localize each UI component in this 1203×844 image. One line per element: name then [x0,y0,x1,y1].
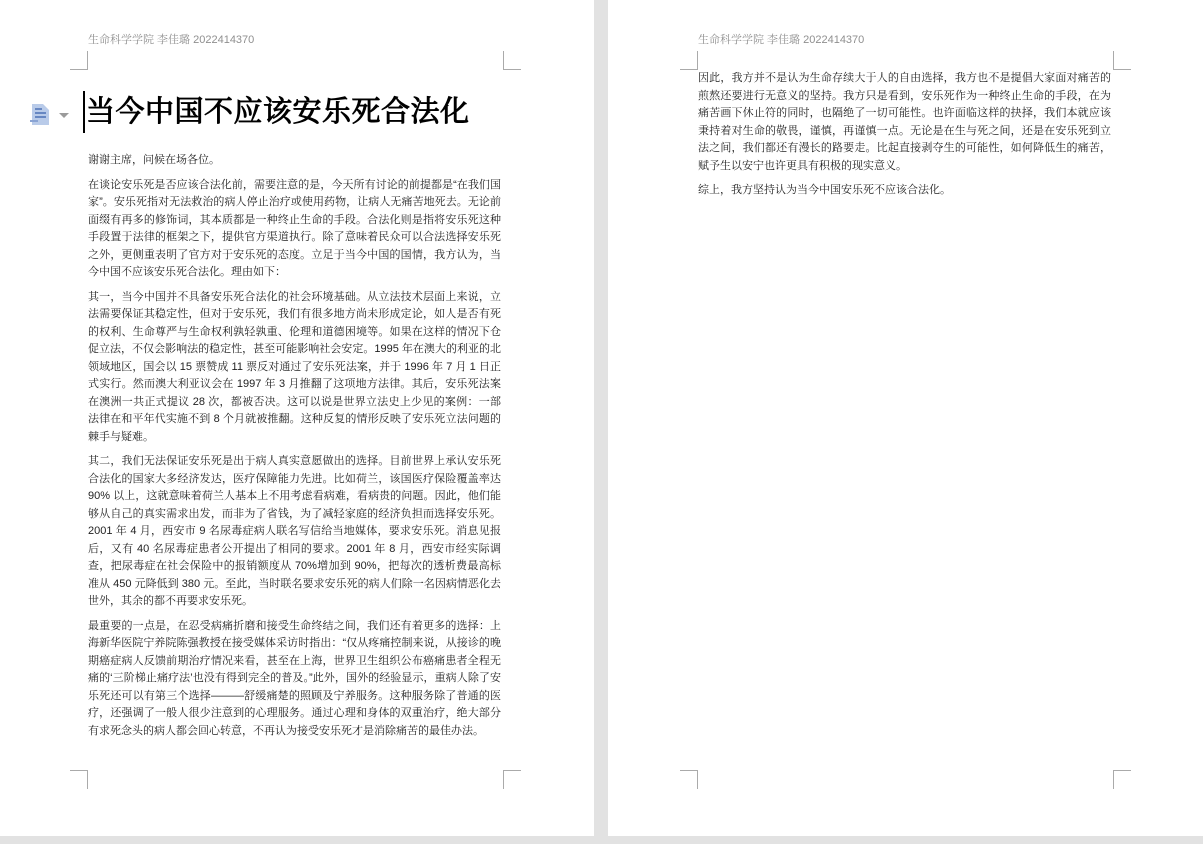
margin-mark-top-right [1113,51,1131,70]
paragraph[interactable]: 其二，我们无法保证安乐死是出于病人真实意愿做出的选择。目前世界上承认安乐死合法化的国家大多经济发达，医疗保障能力先进。比如荷兰，该国医疗保险覆盖率达 90% 以上，这就意味着荷兰人基本上不用考虑看病难，看病贵的问题。因此，他们能够从自己的真实需求出发，而非为了省钱，为了减轻家庭的经济负担而选择安乐死。2001 年 4 月，西安市 9 名尿毒症病人联名写信给当地媒体，要求安乐死。消息见报后，又有 40 名尿毒症患者公开提出了相同的要求。2001 年 8 月，西安市经实际调查，把尿毒症在社会保险中的报销额度从 70%增加到 90%，把每次的透析费最高标准从 450 元降低到 380 元。至此，当时联名要求安乐死的病人们除一名因病情恶化去世外，其余的都不再要求安乐死。 [88,455,501,607]
page2-header-text[interactable]: 生命科学学院 李佳璐 2022414370 [698,34,865,46]
page1-header-text[interactable]: 生命科学学院 李佳璐 2022414370 [88,34,255,46]
page-1[interactable] [0,0,594,836]
page-2[interactable] [608,0,1203,836]
page1-body [88,152,501,747]
title-row [83,90,470,134]
margin-mark-bottom-left [70,770,88,789]
margin-mark-bottom-left [680,770,698,789]
paragraph[interactable]: 最重要的一点是，在忍受病痛折磨和接受生命终结之间，我们还有着更多的选择：上海新华医院宁养院陈强教授在接受媒体采访时指出：“仅从疼痛控制来说，从接诊的晚期癌症病人反馈前期治疗情况来看，甚至在上海，世界卫生组织公布癌痛患者全程无痛的‘三阶梯止痛疗法’也没有得到完全的普及。”此外，国外的经验显示，重病人除了安乐死还可以有第三个选择———舒缓痛楚的照顾及宁养服务。这种服务除了普通的医疗，还强调了一般人很少注意到的心理服务。通过心理和身体的双重治疗，绝大部分有求死念头的病人都会回心转意，不再认为接受安乐死才是消除痛苦的最佳办法。 [88,619,501,737]
text-cursor [83,91,85,133]
chevron-down-icon[interactable] [59,113,69,118]
page2-body [698,70,1111,207]
margin-mark-top-left [70,51,88,70]
paragraph[interactable]: 因此，我方并不是认为生命存续大于人的自由选择，我方也不是提倡大家面对痛苦的煎熬还要进行无意义的坚持。我方只是看到，安乐死作为一种终止生命的手段，在为痛苦画下休止符的同时，也隔绝了一切可能性。也许面临这样的抉择，我们本就应该秉持着对生命的敬畏，谨慎，再谨慎一点。无论是在生与死之间，还是在安乐死到立法之间，我们都还有漫长的路要走。比起直接剥夺生的可能性，如何降低生的痛苦，赋予生以安宁也许更具有积极的现实意义。 [698,72,1111,172]
paragraph[interactable]: 其一，当今中国并不具备安乐死合法化的社会环境基础。从立法技术层面上来说，立法需要保证其稳定性，但对于安乐死，我们有很多地方尚未形成定论，如人是否有死的权利、生命尊严与生命权利孰轻孰重、伦理和道德困境等。如果在这样的情况下仓促立法，不仅会影响法的稳定性，甚至可能影响社会安定。1995 年在澳大的利亚的北领域地区，国会以 15 票赞成 11 票反对通过了安乐死法案，并于 1996 年 7 月 1 日正式实行。然而澳大利亚议会在 1997 年 3 月推翻了这项地方法律。其后，安乐死法案在澳洲一共正式提议 28 次，都被否决。这可以说是世界立法史上少见的案例：一部法律在和平年代实施不到 8 个月就被推翻。这种反复的情形反映了安乐死立法问题的棘手与疑难。 [88,290,501,443]
paragraph[interactable]: 在谈论安乐死是否应该合法化前，需要注意的是，今天所有讨论的前提都是“在我们国家”。安乐死指对无法救治的病人停止治疗或使用药物，让病人无痛苦地死去。无论前面缀有再多的修饰词，其本质都是一种终止生命的手段。合法化则是指将安乐死这种手段置于法律的框架之下，提供官方渠道执行。除了意味着民众可以合法选择安乐死之外，更侧重表明了官方对于安乐死的态度。立足于当今中国的国情，我方认为，当今中国不应该安乐死合法化。理由如下： [88,178,501,278]
paragraph[interactable]: 谢谢主席，问候在场各位。 [88,154,220,166]
paste-options-icon [32,104,49,125]
margin-mark-top-left [680,51,698,70]
margin-mark-bottom-right [503,770,521,789]
margin-mark-bottom-right [1113,770,1131,789]
document-title[interactable]: 当今中国不应该安乐死合法化 [86,96,470,128]
paste-options-button[interactable] [30,102,72,128]
margin-mark-top-right [503,51,521,70]
paragraph[interactable]: 综上，我方坚持认为当今中国安乐死不应该合法化。 [698,184,951,196]
page-fold-icon [43,104,49,110]
